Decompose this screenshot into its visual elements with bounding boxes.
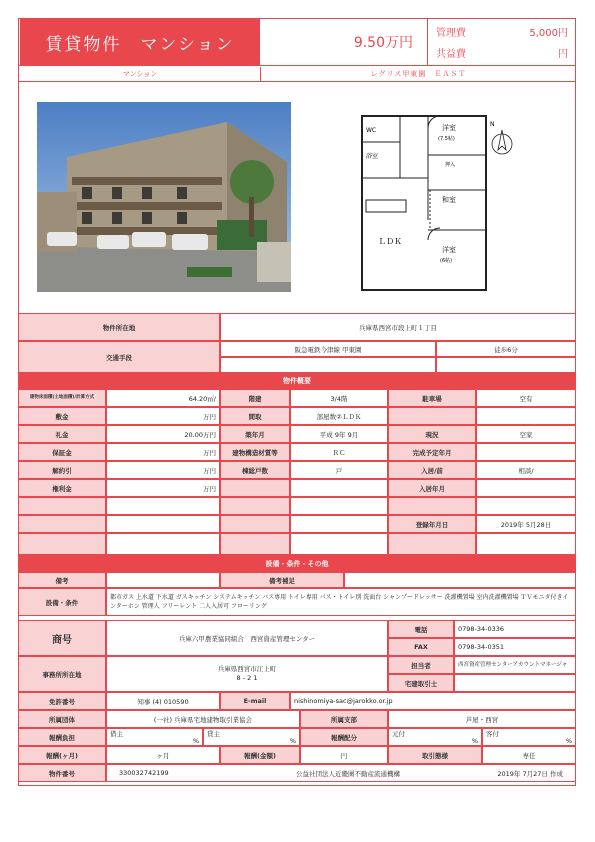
ldk-label: ＬＤＫ [378,237,402,246]
location-label: 物件所在地 [18,313,220,341]
security-value: 万円 [106,443,220,461]
fee-owner [203,728,300,746]
room2-label: 洋室 [442,246,456,254]
divider [18,65,576,66]
blank-label [220,479,290,497]
move-in-value: 相談/ [476,461,576,479]
facilities-band: 設備・条件・その他 [18,555,576,572]
transport-walk: 徒歩6分 [436,341,576,357]
rights-label: 権利金 [18,479,106,497]
built-value: 平成 9年 9月 [290,425,388,443]
move-date-value [476,479,576,497]
fee-borrower [106,728,203,746]
transport-blank [436,357,576,373]
layout-value: 部屋数②ＬＤＫ [290,407,388,425]
builder-value [454,674,576,692]
deal-value: 専任 [482,746,576,764]
fee-moto [388,728,482,746]
fee-amount-value: 円 [300,746,388,764]
area-label: 建物床面積(土地面積)/計算方式 [18,389,106,407]
fee-borrower-pct: % [192,737,199,745]
rent-value: 9.50万円 [353,35,413,51]
fee-month-label: 報酬(ヶ月) [18,746,106,764]
blank-value [476,497,576,515]
trade-name-value: 兵庫六甲農業協同組合 西宮資産管理センター [106,620,388,656]
fee-borrower-label: 借主 [110,730,123,738]
fee-amount-label: 報酬(金額) [220,746,300,764]
source-org: 公益社団法人近畿圏不動産流通機構 [296,769,401,778]
remarks-value [106,572,220,588]
structure-value: ＲＣ [290,443,388,461]
email-label: E-mail [220,692,290,710]
office-label: 事務所所在地 [18,656,106,692]
blank-value [290,479,388,497]
transport-label: 交通手段 [18,341,220,373]
cancel-label: 解約引 [18,461,106,479]
cancel-value: 万円 [106,461,220,479]
email-value[interactable]: nishinomiya-sac@jarokko.or.jp [290,692,576,710]
complete-value [476,443,576,461]
tel-value: 0798-34-0336 [454,620,576,638]
office-address [106,656,388,692]
divider [18,81,576,82]
room1-size: (7.5帖) [438,136,455,142]
key-money-label: 礼金 [18,425,106,443]
footer-row [106,764,576,782]
org-label: 所属団体 [18,710,106,728]
fee-burden-label: 報酬負担 [18,728,106,746]
registered-label: 登録年月日 [388,515,476,533]
blank-label [220,515,290,533]
status-label: 現況 [388,425,476,443]
fee-moto-label: 元付 [392,730,405,738]
room1-label: 洋室 [442,124,456,132]
security-label: 保証金 [18,443,106,461]
building-photo [37,102,291,292]
bath-label: 浴室 [366,153,379,160]
floor-plan [350,100,550,300]
trade-name-label: 商号 [18,620,106,656]
storage-label: 押入 [445,162,456,168]
rent-box [260,19,428,65]
person-label: 担当者 [388,656,454,674]
structure-label: 建物構造材質等 [220,443,290,461]
page-title: 賃貸物件 マンション [20,19,260,65]
blank-label [388,497,476,515]
created-date: 2019年 7月27日 作成 [497,769,563,778]
layout-label: 間取 [220,407,290,425]
blank-label [220,533,290,555]
license-label: 免許番号 [18,692,106,710]
blank-label [18,533,106,555]
remarks-label: 備考 [18,572,106,588]
blank-label [18,515,106,533]
remarks-supp-label: 備考補足 [220,572,344,588]
rights-value: 万円 [106,479,220,497]
common-fee-value: 円 [558,49,568,60]
deposit-label: 敷金 [18,407,106,425]
fee-month-value: ヶ月 [106,746,220,764]
mgmt-fee-label: 管理費 [436,28,466,39]
blank-value [106,497,220,515]
common-fee-label: 共益費 [436,49,466,60]
facilities-value: 都市ガス 上水道 下水道 ガスキッチン システムキッチン バス専用 トイレ専用 バス・トイレ別 洗面台 シャンプードレッサー 洗濯機置場 室内洗濯機置場 ＴＶモニタ付きインターホン 管理人 フリーレント 二人入居可 フローリング [106,588,576,616]
fee-moto-pct: % [471,737,478,745]
move-in-label: 入居/前 [388,461,476,479]
transport-blank [220,357,436,373]
org-value: (一社) 兵庫県宅地建物取引業協会 [106,710,300,728]
parking-value: 空有 [476,389,576,407]
branch-value: 芦屋・西宮 [388,710,576,728]
svg-text:N: N [490,121,495,128]
location-value: 兵庫県西宮市段上町１丁目 [220,313,576,341]
license-value: 知事 (4) 010590 [106,692,220,710]
units-value: 戸 [290,461,388,479]
area-value: 64.20㎡/ [106,389,220,407]
floor-value: 3/4階 [290,389,388,407]
built-label: 築年月 [220,425,290,443]
property-name: レグリス甲東園 ＥＡＳＴ [260,67,576,81]
transport-line: 阪急電鉄今津線 甲東園 [220,341,436,357]
fee-kyaku-pct: % [565,737,572,745]
move-date-label: 入居年月 [388,479,476,497]
deal-label: 取引態様 [388,746,482,764]
complete-label: 完成予定年月 [388,443,476,461]
fee-owner-label: 貸主 [207,730,220,738]
overview-band: 物件概要 [18,373,576,389]
office-line2: 8 - 2 1 [236,674,258,682]
blank-value [476,533,576,555]
fee-kyaku [482,728,576,746]
blank-label [388,407,476,425]
fee-owner-pct: % [289,737,296,745]
property-type: マンション [122,70,158,78]
parking-label: 駐車場 [388,389,476,407]
key-money-value: 20.00万円 [106,425,220,443]
office-line1: 兵庫県西宮市江上町 [217,665,277,673]
fax-value: 0798-34-0351 [454,638,576,656]
branch-label: 所属支部 [300,710,388,728]
units-label: 棟総戸数 [220,461,290,479]
washitsu-label: 和室 [442,196,456,204]
blank-value [106,515,220,533]
deposit-value: 万円 [106,407,220,425]
floor-label: 階建 [220,389,290,407]
blank-label [18,497,106,515]
registered-value: 2019年 5月28日 [476,515,576,533]
person-value: 西宮資産管理センターアカウントマネージャ [454,656,576,674]
tel-label: 電話 [388,620,454,638]
blank-value [290,515,388,533]
fee-kyaku-label: 客付 [486,730,499,738]
blank-value [106,533,220,555]
fee-dist-label: 報酬配分 [300,728,388,746]
blank-label [388,533,476,555]
property-id-label: 物件番号 [18,764,106,782]
blank-value [290,497,388,515]
north-arrow-icon [490,121,512,154]
remarks-supp-value [344,572,576,588]
builder-label: 宅建取引士 [388,674,454,692]
fax-label: FAX [388,638,454,656]
blank-value [476,407,576,425]
room2-size: (6帖) [440,258,453,264]
facilities-label: 設備・条件 [18,588,106,616]
blank-value [290,533,388,555]
property-id-value: 330032742199 [119,769,169,777]
wc-label: WC [366,127,377,134]
status-value: 空家 [476,425,576,443]
mgmt-fee-value: 5,000円 [529,28,568,39]
blank-label [220,497,290,515]
